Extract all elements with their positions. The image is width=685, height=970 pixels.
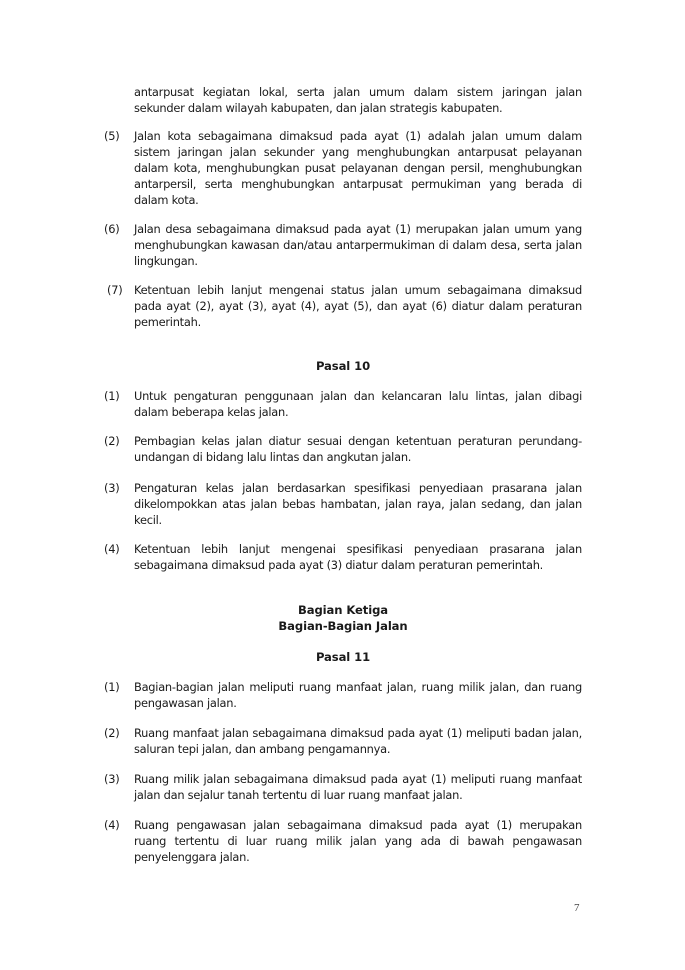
- pasal10-item-4: [104, 541, 582, 573]
- section-title: Bagian Ketiga: [297, 603, 389, 617]
- item-text: Ruang manfaat jalan sebagaimana dimaksud pada ayat (1) meliputi badan jalan, saluran tepi jalan, dan ambang pengamannya.: [134, 726, 582, 756]
- pasal11-item-2: [104, 725, 582, 757]
- pasal9-item-7: [104, 282, 582, 330]
- item-text: Ketentuan lebih lanjut mengenai status jalan umum sebagaimana dimaksud pada ayat (2), ayat (3), ayat (4), ayat (5), dan ayat (6) diatur dalam peraturan pemerintah.: [134, 283, 582, 329]
- item-number: (1): [104, 389, 120, 403]
- pasal9-item-5: [104, 128, 582, 208]
- item-number: (7): [107, 283, 123, 297]
- pasal11-item-3: [104, 771, 582, 803]
- pasal11-title: Pasal 11: [315, 650, 371, 664]
- item-text: Ketentuan lebih lanjut mengenai spesifikasi penyediaan prasarana jalan sebagaimana dimaksud pada ayat (3) diatur dalam peraturan pemerintah.: [134, 542, 582, 572]
- item-text: Untuk pengaturan penggunaan jalan dan kelancaran lalu lintas, jalan dibagi dalam beberapa kelas jalan.: [134, 389, 582, 419]
- item-number: (3): [104, 772, 120, 786]
- item-number: (2): [104, 726, 120, 740]
- item-number: (3): [104, 481, 120, 495]
- item-number: (5): [104, 129, 120, 143]
- item-text: Ruang milik jalan sebagaimana dimaksud pada ayat (1) meliputi ruang manfaat jalan dan sejalur tanah tertentu di luar ruang manfaat jalan.: [134, 772, 582, 802]
- item-text: Jalan kota sebagaimana dimaksud pada ayat (1) adalah jalan umum dalam sistem jaringan jalan sekunder yang menghubungkan antarpusat pelayanan dalam kota, menghubungkan pusat pelayanan dengan persil, menghubungkan antarpersil, serta menghubungkan antarpusat permukiman yang berada di dalam kota.: [134, 129, 582, 207]
- item-text: Jalan desa sebagaimana dimaksud pada ayat (1) merupakan jalan umum yang menghubungkan kawasan dan/atau antarpermukiman di dalam desa, serta jalan lingkungan.: [134, 222, 582, 268]
- pasal10-item-3: [104, 480, 582, 528]
- item-number: (6): [104, 222, 120, 236]
- item-number: (4): [104, 542, 120, 556]
- page-number: 7: [574, 902, 580, 914]
- paragraph-text: antarpusat kegiatan lokal, serta jalan umum dalam sistem jaringan jalan sekunder dalam wilayah kabupaten, dan jalan strategis kabupaten.: [134, 85, 582, 115]
- item-text: Ruang pengawasan jalan sebagaimana dimaksud pada ayat (1) merupakan ruang tertentu di luar ruang milik jalan yang ada di bawah pengawasan penyelenggara jalan.: [134, 818, 582, 864]
- pasal10-item-1: [104, 388, 582, 420]
- continuation-paragraph: [104, 84, 582, 116]
- pasal10-item-2: [104, 433, 582, 465]
- item-number: (4): [104, 818, 120, 832]
- item-text: Pengaturan kelas jalan berdasarkan spesifikasi penyediaan prasarana jalan dikelompokkan atas jalan bebas hambatan, jalan raya, jalan sedang, dan jalan kecil.: [134, 481, 582, 527]
- item-number: (1): [104, 680, 120, 694]
- item-text: Bagian-bagian jalan meliputi ruang manfaat jalan, ruang milik jalan, dan ruang pengawasan jalan.: [134, 680, 582, 710]
- item-text: Pembagian kelas jalan diatur sesuai dengan ketentuan peraturan perundang-undangan di bidang lalu lintas dan angkutan jalan.: [134, 434, 582, 464]
- pasal10-title: Pasal 10: [315, 359, 371, 373]
- item-number: (2): [104, 434, 120, 448]
- section-subtitle: Bagian-Bagian Jalan: [278, 619, 408, 633]
- pasal11-item-1: [104, 679, 582, 711]
- pasal11-item-4: [104, 817, 582, 865]
- pasal9-item-6: [104, 221, 582, 269]
